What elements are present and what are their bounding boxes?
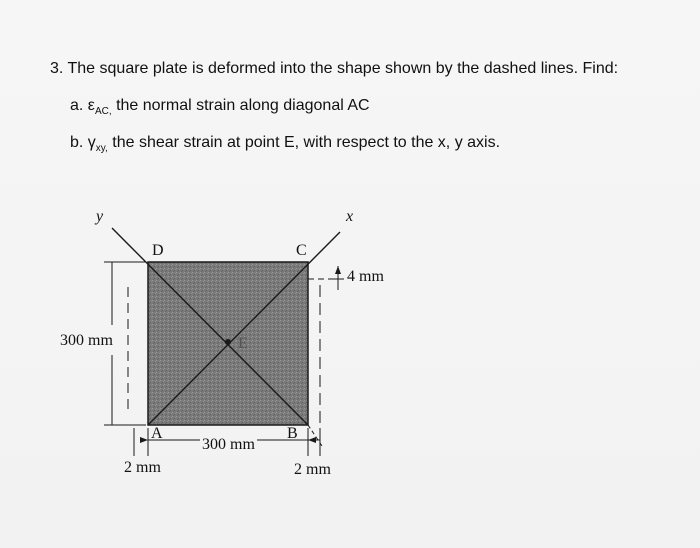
part-b-letter: b. [70,134,84,151]
dim-left-label: 300 mm [60,332,113,349]
point-e-marker [225,339,231,345]
problem-text: The square plate is deformed into the shape shown by the dashed lines. Find: [67,60,619,77]
part-a-text: the normal strain along diagonal AC [116,97,370,114]
part-a-symbol: ε [87,97,95,114]
point-c-label: C [296,242,307,259]
dim-bottom-right-label: 2 mm [294,461,331,478]
part-b-subscript: xy, [95,143,108,155]
point-b-label: B [287,425,298,442]
dim-bottom-right-arrow [308,437,316,443]
part-a-letter: a. [70,97,84,114]
dim-4mm-label: 4 mm [347,268,384,285]
point-e-label: E [238,335,248,352]
part-b-symbol: γ [87,134,96,151]
dim-bottom-label: 300 mm [202,436,255,453]
part-b-text: the shear strain at point E, with respect to the x, y axis. [112,134,501,151]
point-a-label: A [151,425,163,442]
problem-number: 3. [50,60,64,77]
dim-bottom-left-label: 2 mm [124,459,161,476]
dim-bottom-left-arrow [140,437,148,443]
part-a-subscript: AC, [94,106,112,118]
point-d-label: D [152,242,164,259]
axis-x-label: x [346,208,354,225]
dim-4mm-arrow [335,266,341,274]
axis-y-label: y [96,208,104,225]
